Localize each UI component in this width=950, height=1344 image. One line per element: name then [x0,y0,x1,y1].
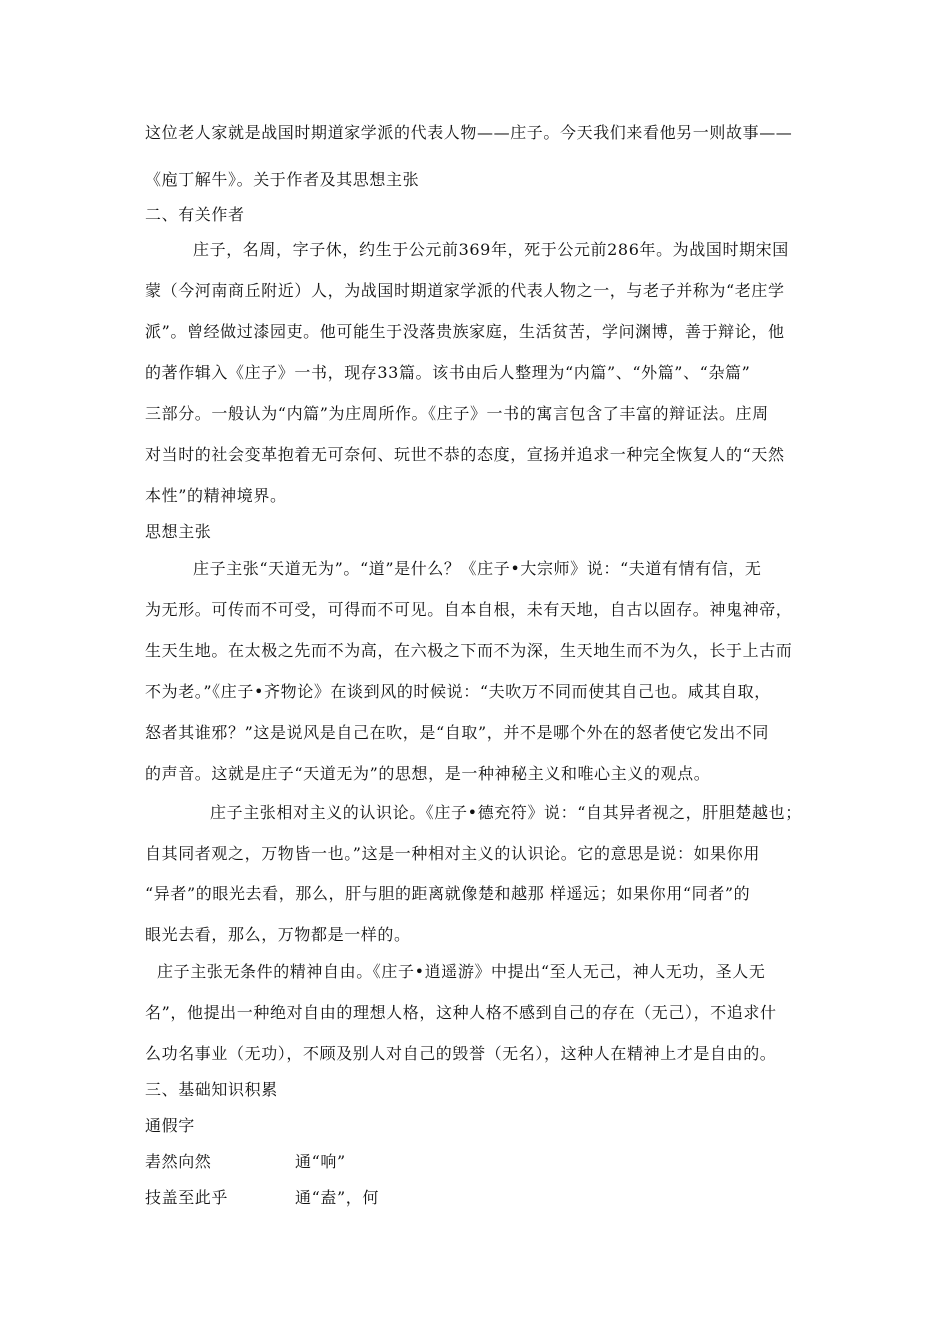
text-line: 为无形。可传而不可受，可得而不可见。自本自根，未有天地，自古以固存。神鬼神帝， [145,600,793,619]
text-line: 名”，他提出一种绝对自由的理想人格，这种人格不感到自己的存在（无己），不追求什 [145,1003,777,1022]
text-line: 不为老。”《庄子•齐物论》在谈到风的时候说：“夫吹万不同而使其自己也。咸其自取， [145,682,771,701]
glossary-term: 技盖至此乎 [145,1188,229,1207]
text-line: 怒者其谁邪？”这是说风是自己在吹，是“自取”，并不是哪个外在的怒者使它发出不同 [145,723,769,742]
text-line: 的声音。这就是庄子“天道无为”的思想，是一种神秘主义和唯心主义的观点。 [145,764,711,783]
text-line: 这位老人家就是战国时期道家学派的代表人物——庄子。今天我们来看他另一则故事—— [145,123,793,142]
text-line: “异者”的眼光去看，那么，肝与胆的距离就像楚和越那 样遥远；如果你用“同者”的 [145,884,751,903]
text-line: 庄子主张“天道无为”。“道”是什么？《庄子•大宗师》说：“夫道有情有信，无 [193,559,762,578]
text-line: 庄子主张相对主义的认识论。《庄子•德充符》说：“自其异者视之，肝胆楚越也； [210,803,802,822]
glossary-term: 砉然向然 [145,1152,212,1171]
section-heading-author: 二、有关作者 [145,205,245,224]
text-line: 么功名事业（无功），不顾及别人对自己的毁誉（无名），这种人在精神上才是自由的。 [145,1044,777,1063]
text-line: 庄子，名周，字子休，约生于公元前369年，死于公元前286年。为战国时期宋国 [193,240,789,259]
text-line: 眼光去看，那么，万物都是一样的。 [145,925,411,944]
subheading-tongjiazi: 通假字 [145,1116,195,1135]
text-line: 蒙（今河南商丘附近）人，为战国时期道家学派的代表人物之一，与老子并称为“老庄学 [145,281,785,300]
section-heading-thought: 思想主张 [145,522,212,541]
section-heading-basics: 三、基础知识积累 [145,1080,278,1099]
glossary-note: 通“盍”，何 [295,1188,379,1207]
text-line: 对当时的社会变革抱着无可奈何、玩世不恭的态度，宣扬并追求一种完全恢复人的“天然 [145,445,785,464]
text-line: 派”。曾经做过漆园吏。他可能生于没落贵族家庭，生活贫苦，学问渊博，善于辩论，他 [145,322,785,341]
text-line: 生天生地。在太极之先而不为高，在六极之下而不为深，生天地生而不为久，长于上古而 [145,641,793,660]
glossary-note: 通“响” [295,1152,346,1171]
text-line: 三部分。一般认为“内篇”为庄周所作。《庄子》一书的寓言包含了丰富的辩证法。庄周 [145,404,769,423]
text-line: 的著作辑入《庄子》一书，现存33篇。该书由后人整理为“内篇”、“外篇”、“杂篇” [145,363,751,382]
text-line: 本性”的精神境界。 [145,486,287,505]
text-line: 自其同者观之，万物皆一也。”这是一种相对主义的认识论。它的意思是说：如果你用 [145,844,760,863]
text-line: 庄子主张无条件的精神自由。《庄子•逍遥游》中提出“至人无己，神人无功，圣人无 [157,962,766,981]
text-line: 《庖丁解牛》。关于作者及其思想主张 [145,170,420,189]
